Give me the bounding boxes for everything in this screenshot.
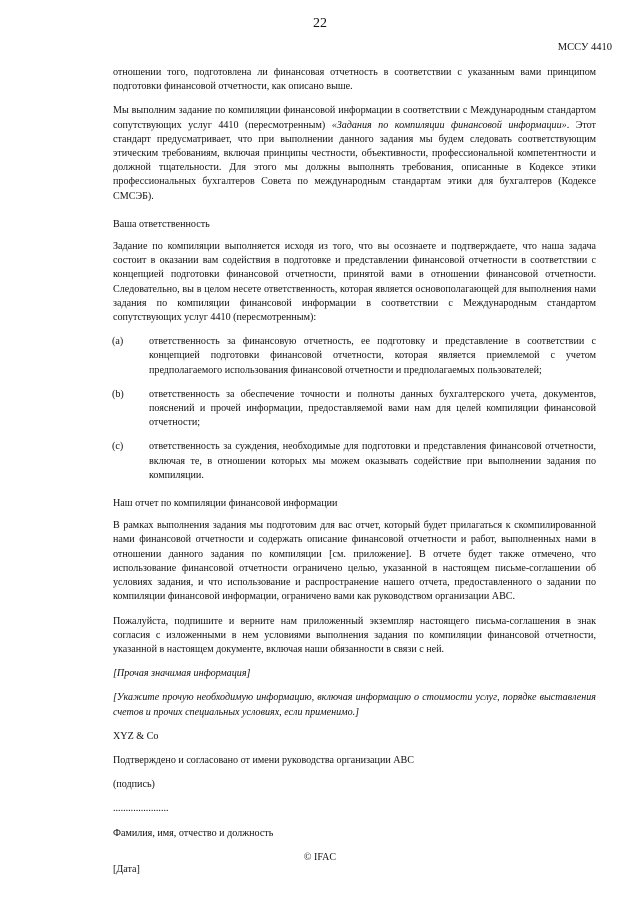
standard-reference: МССУ 4410 (557, 42, 612, 53)
page-number: 22 (313, 16, 327, 31)
responsibility-list (113, 335, 596, 483)
list-marker: (b) (112, 388, 124, 400)
signature-label: (подпись) (113, 779, 155, 791)
paragraph-standard-tail: . Этот стандарт предусматривает, что при выполнении данного задания мы будем следовать соответствующим этическим требованиям, включая принципы честности, объективности, профессиональной компетентности и должной тщательности. Для этого мы должны выполнять требования, описанные в Кодексе этики профессиональных бухгалтеров Совета по международным стандартам этики для бухгалтеров (Кодексе СМСЭБ). (113, 119, 596, 202)
list-item (113, 440, 596, 483)
standard-title: «Задания по компиляции финансовой информации» (331, 119, 567, 131)
list-text: ответственность за суждения, необходимые для подготовки и представления финансовой отчетности, включая те, в отношении которых мы можем оказывать содействие при выполнении задания по компиляции. (149, 441, 596, 481)
list-text: ответственность за финансовую отчетность, ее подготовку и представление в соответствии с концепцией подготовки финансовой отчетности, которая является приемлемой с учетом предполагаемого использования финансовой отчетности и предполагаемых пользователей; (149, 336, 596, 376)
signature-dots: ...................... (113, 803, 169, 815)
approval-line: Подтверждено и согласовано от имени руководства организации ABC (113, 754, 415, 766)
paragraph-standard-lead: Мы выполним задание по компиляции финансовой информации в соответствии с Международным стандартом сопутствующих услуг 4410 (пересмотренным) (113, 105, 596, 131)
list-item (113, 335, 596, 378)
name-title-label: Фамилия, имя, отчество и должность (113, 827, 274, 839)
heading-responsibility: Ваша ответственность (113, 218, 210, 230)
instruction-placeholder: [Укажите прочую необходимую информацию, включая информацию о стоимости услуг, порядке выставления счетов и прочих специальных условиях, если применимо.] (113, 692, 596, 718)
other-info-placeholder: [Прочая значимая информация] (113, 668, 251, 680)
document-body (113, 66, 596, 887)
paragraph-continuation: отношении того, подготовлена ли финансовая отчетность в соответствии с указанным вами принципом подготовки финансовой отчетности, как описано выше. (113, 67, 596, 93)
list-marker: (c) (112, 441, 124, 453)
paragraph-standard (113, 104, 596, 203)
list-marker: (a) (112, 336, 124, 348)
date-placeholder: [Дата] (113, 863, 140, 875)
firm-name: XYZ & Co (113, 730, 159, 742)
paragraph-report: В рамках выполнения задания мы подготовим для вас отчет, который будет прилагаться к скомпилированной нами финансовой отчетности и содержать описание финансовой отчетности и работ, выполненных нами в отношении данного задания по компиляции [см. приложение]. В отчете будет также отмечено, что использование финансовой отчетности ограничено целью, указанной в настоящем письме-соглашении об условиях задания, и что использование и распространение нашего отчета, предоставленного о задании по компиляции финансовой информации, ограничено вами как руководством организации ABC. (113, 520, 596, 603)
paragraph-responsibility: Задание по компиляции выполняется исходя из того, что вы осознаете и подтверждаете, что наша задача состоит в оказании вам содействия в подготовке и представлении финансовой отчетности в соответствии с концепцией подготовки финансовой отчетности, принятой вами в отношении финансовой отчетности. Следовательно, вы в целом несете ответственность, которая является основополагающей для выполнения нами задания по компиляции финансовой информации в соответствии с Международным стандартом сопутствующих услуг 4410 (пересмотренным): (113, 241, 596, 324)
heading-report: Наш отчет по компиляции финансовой информации (113, 498, 338, 510)
list-item (113, 388, 596, 431)
paragraph-sign-request: Пожалуйста, подпишите и верните нам приложенный экземпляр настоящего письма-соглашения в знак согласия с изложенными в нем условиями выполнения задания по компиляции финансовой отчетности, указанной в настоящем документе, включая наши обязанности в связи с ней. (113, 615, 596, 655)
footer-copyright: © IFAC (303, 852, 337, 863)
list-text: ответственность за обеспечение точности и полноты данных бухгалтерского учета, документов, пояснений и прочей информации, предоставляемой вами нам для целей компиляции финансовой отчетности; (149, 388, 596, 429)
